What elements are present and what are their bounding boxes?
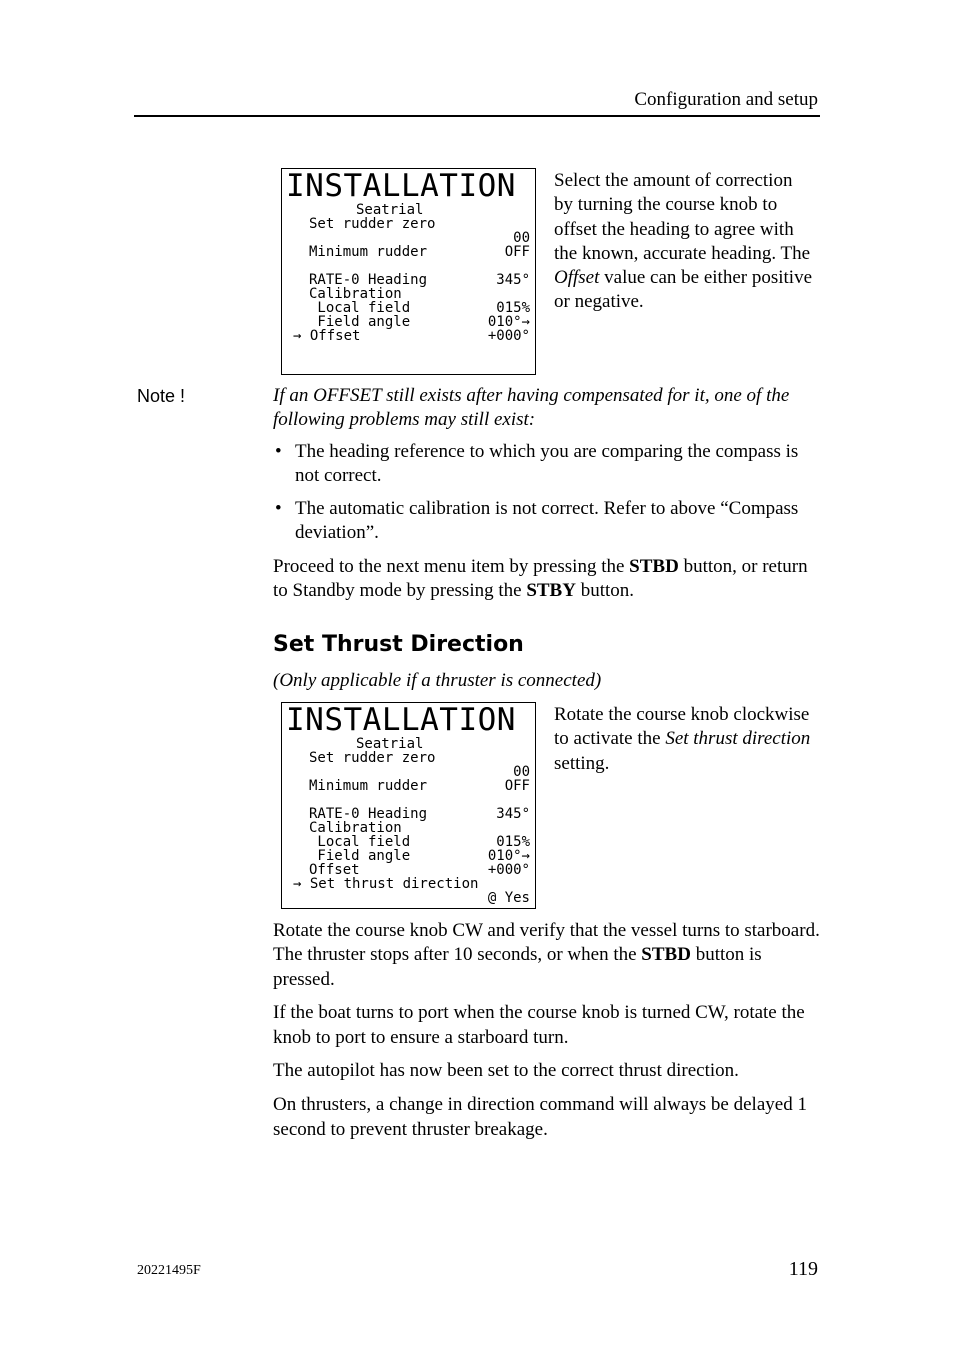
lcd-line-minimum-rudder: Minimum rudder [309,244,428,260]
note-label: Note ! [137,386,186,406]
lcd-value-offset: +000° [487,328,530,344]
offset-description: Select the amount of correction by turning the course knob to offset the heading to agree with the known, accurate heading. The Offset value can be either positive or negative. [554,170,812,313]
lcd-line-set-thrust-direction: → Set thrust direction [293,876,479,892]
section-title: Set Thrust Direction [273,632,524,657]
lcd-line-rate-heading: RATE-0 Heading [309,272,428,288]
lcd-line-local-field: Local field [309,300,411,316]
lcd-line-minimum-rudder: Minimum rudder [309,778,428,794]
lcd-line-field-angle: Field angle [309,848,411,864]
lcd-line-calibration: Calibration [309,820,402,836]
lcd-value-thrust-direction: @ Yes [487,890,530,906]
document-number: 20221495F [137,1263,201,1278]
header-rule [134,115,820,117]
lcd-value-minimum-rudder: OFF [504,244,530,260]
lcd-line-field-angle: Field angle [309,314,411,330]
lcd-value-field-angle: 010°→ [487,314,530,330]
lcd-line-local-field: Local field [309,834,411,850]
lcd-value-minimum-rudder: OFF [504,778,530,794]
paragraph: Rotate the course knob CW and verify that the vessel turns to starboard. The thruster stops after 10 seconds, or when the STBD button is pressed. [273,920,820,990]
thrust-description: Rotate the course knob clockwise to activate the Set thrust direction setting. [554,704,811,774]
installation-screen-offset [281,168,536,375]
lcd-title: INSTALLATION [286,702,516,738]
lcd-title: INSTALLATION [286,168,516,204]
lcd-line-set-rudder-zero: Set rudder zero [309,750,436,766]
lcd-line-offset: → Offset [293,328,361,344]
section-subtitle: (Only applicable if a thruster is connected) [273,670,602,691]
list-item: • The automatic calibration is not correct. Refer to above “Compass deviation”. [275,497,799,543]
lcd-line-seatrial: Seatrial [356,736,424,752]
installation-screen-thrust [281,702,536,909]
proceed-paragraph: Proceed to the next menu item by pressing the STBD button, or return to Standby mode by pressing the STBY button. [273,556,808,602]
lcd-line-calibration: Calibration [309,286,402,302]
lcd-value-local-field: 015% [496,834,530,850]
list-item: • The heading reference to which you are comparing the compass is not correct. [275,441,799,487]
paragraph: On thrusters, a change in direction command will always be delayed 1 second to prevent thruster breakage. [273,1094,807,1140]
lcd-value-rate-heading: 345° [496,272,530,288]
paragraph: If the boat turns to port when the course knob is turned CW, rotate the knob to port to ensure a starboard turn. [273,1002,805,1048]
lcd-value-rudder-zero: 00 [513,230,530,246]
thrust-instructions [273,919,821,1151]
lcd-value-local-field: 015% [496,300,530,316]
lcd-line-set-rudder-zero: Set rudder zero [309,216,436,232]
running-header: Configuration and setup [634,89,818,110]
lcd-line-seatrial: Seatrial [356,202,424,218]
lcd-line-offset: Offset [309,862,360,878]
paragraph: The autopilot has now been set to the correct thrust direction. [273,1060,739,1082]
note-bullet-list [273,440,821,553]
lcd-line-rate-heading: RATE-0 Heading [309,806,428,822]
lcd-value-offset: +000° [487,862,530,878]
lcd-value-field-angle: 010°→ [487,848,530,864]
note-text: If an OFFSET still exists after having compensated for it, one of the following problems may still exist: [273,385,790,431]
lcd-value-rate-heading: 345° [496,806,530,822]
lcd-value-rudder-zero: 00 [513,764,530,780]
page-number: 119 [788,1258,818,1280]
